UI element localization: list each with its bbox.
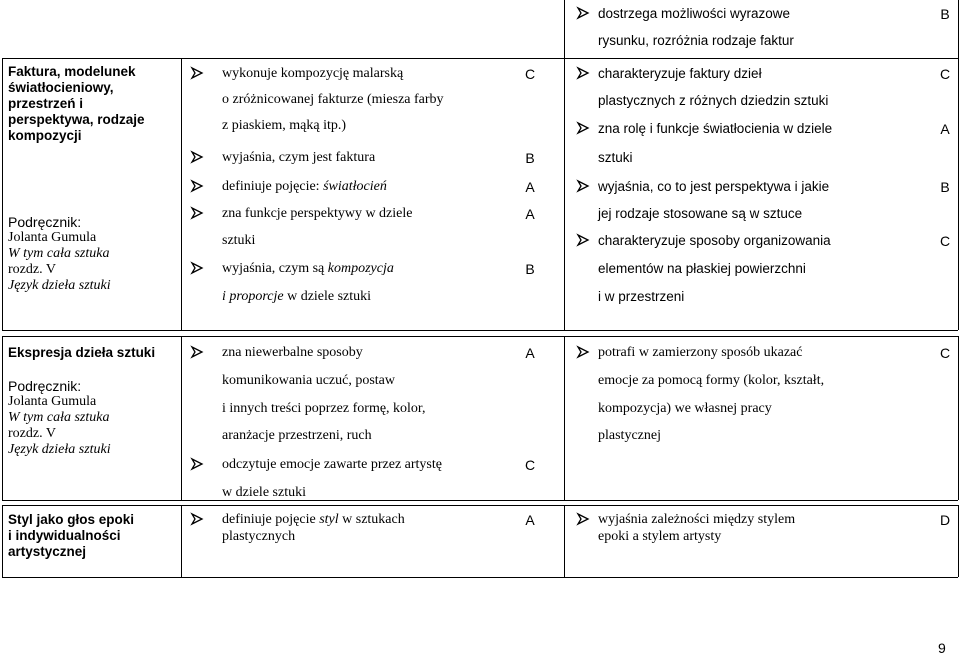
- textbook-title: W tym cała sztuka: [8, 410, 110, 425]
- competency-text: epoki a stylem artysty: [598, 529, 722, 544]
- grade-letter: B: [525, 261, 535, 277]
- arrow-bullet-icon: [576, 66, 590, 82]
- textbook-chapter-title: Język dzieła sztuki: [8, 278, 111, 293]
- term-emphasis: styl: [319, 512, 339, 527]
- grade-letter: C: [939, 66, 951, 82]
- topic-line: i indywidualności: [8, 528, 121, 543]
- textbook-chapter-title: Język dzieła sztuki: [8, 442, 111, 457]
- topic-line: perspektywa, rodzaje: [8, 112, 145, 127]
- arrow-bullet-icon: [190, 261, 204, 277]
- text-part: wyjaśnia, czym są: [222, 261, 328, 276]
- table-border: [958, 0, 959, 58]
- term-emphasis: i proporcje: [222, 289, 284, 304]
- term-emphasis: światłocień: [323, 179, 387, 194]
- grade-letter: B: [940, 179, 950, 195]
- arrow-bullet-icon: [190, 66, 204, 82]
- table-border: [958, 336, 959, 500]
- topic-cell: [8, 512, 134, 560]
- arrow-bullet-icon: [576, 121, 590, 137]
- competency-text: i innych treści poprzez formę, kolor,: [222, 401, 426, 416]
- arrow-bullet-icon: [190, 206, 204, 222]
- competency-text: [222, 179, 387, 195]
- table-border: [2, 500, 958, 501]
- competency-text: [222, 261, 394, 277]
- competency-text: emocje za pomocą formy (kolor, kształt,: [598, 373, 825, 388]
- grade-letter: B: [525, 150, 535, 166]
- topic-cell: Ekspresja dzieła sztuki: [8, 345, 156, 360]
- competency-text: elementów na płaskiej powierzchni: [598, 261, 806, 276]
- arrow-bullet-icon: [190, 345, 204, 361]
- competency-text: wyjaśnia, czym jest faktura: [222, 150, 376, 165]
- competency-text: w dziele sztuki: [222, 485, 306, 500]
- grade-letter: B: [940, 6, 950, 22]
- arrow-bullet-icon: [576, 233, 590, 249]
- competency-text: plastycznych: [222, 529, 296, 544]
- competency-text: plastycznych z różnych dziedzin sztuki: [598, 93, 829, 108]
- competency-text: aranżacje przestrzeni, ruch: [222, 428, 372, 443]
- arrow-bullet-icon: [190, 150, 204, 166]
- competency-text: z piaskiem, mąką itp.): [222, 118, 347, 133]
- topic-line: kompozycji: [8, 128, 82, 143]
- grade-letter: A: [525, 345, 535, 361]
- topic-cell: [8, 64, 145, 144]
- table-border: [2, 58, 958, 59]
- grade-letter: A: [940, 121, 950, 137]
- competency-text: dostrzega możliwości wyrazowe: [598, 6, 791, 21]
- textbook-chapter: rozdz. V: [8, 262, 56, 277]
- table-border: [958, 58, 959, 330]
- grade-letter: C: [939, 345, 951, 361]
- table-border: [958, 505, 959, 577]
- text-part: definiuje pojęcie: [222, 512, 320, 527]
- table-border: [564, 505, 565, 577]
- arrow-bullet-icon: [190, 512, 204, 528]
- term-emphasis: kompozycja: [327, 261, 394, 276]
- competency-text: komunikowania uczuć, postaw: [222, 373, 396, 388]
- competency-text: wykonuje kompozycję malarską: [222, 66, 404, 81]
- topic-line: artystycznej: [8, 544, 87, 559]
- textbook-label: Podręcznik:: [8, 214, 82, 230]
- arrow-bullet-icon: [576, 6, 590, 22]
- table-border: [181, 58, 182, 330]
- competency-text: zna rolę i funkcje światłocienia w dziele: [598, 121, 833, 136]
- table-border: [2, 577, 958, 578]
- textbook-author: Jolanta Gumula: [8, 394, 97, 409]
- competency-text: wyjaśnia, co to jest perspektywa i jakie: [598, 179, 830, 194]
- competency-text: sztuki: [222, 233, 256, 248]
- table-border: [564, 0, 565, 58]
- arrow-bullet-icon: [190, 179, 204, 195]
- topic-line: Styl jako głos epoki: [8, 512, 135, 527]
- competency-text: [222, 512, 405, 528]
- text-part: w dziele sztuki: [283, 289, 372, 304]
- textbook-label: Podręcznik:: [8, 378, 82, 394]
- competency-text: jej rodzaje stosowane są w sztuce: [598, 206, 803, 221]
- competency-text: sztuki: [598, 150, 633, 165]
- topic-line: przestrzeń i: [8, 96, 84, 111]
- arrow-bullet-icon: [190, 457, 204, 473]
- competency-text: zna niewerbalne sposoby: [222, 345, 363, 360]
- grade-letter: D: [939, 512, 951, 528]
- table-border: [2, 58, 3, 330]
- table-border: [2, 336, 958, 337]
- grade-letter: A: [525, 206, 535, 222]
- table-border: [2, 330, 958, 331]
- competency-text: rysunku, rozróżnia rodzaje faktur: [598, 33, 794, 48]
- competency-text: kompozycja) we własnej pracy: [598, 401, 772, 416]
- table-border: [181, 336, 182, 500]
- table-border: [2, 505, 958, 506]
- competency-text: potrafi w zamierzony sposób ukazać: [598, 345, 803, 360]
- grade-letter: C: [939, 233, 951, 249]
- competency-text: zna funkcje perspektywy w dziele: [222, 206, 413, 221]
- competency-text: o zróżnicowanej fakturze (miesza farby: [222, 92, 444, 107]
- page-number: 9: [938, 640, 946, 656]
- grade-letter: C: [524, 457, 536, 473]
- competency-text: i w przestrzeni: [598, 289, 685, 304]
- textbook-reference: [8, 378, 111, 458]
- arrow-bullet-icon: [576, 512, 590, 528]
- arrow-bullet-icon: [576, 179, 590, 195]
- arrow-bullet-icon: [576, 345, 590, 361]
- table-border: [181, 505, 182, 577]
- textbook-title: W tym cała sztuka: [8, 246, 110, 261]
- table-border: [2, 505, 3, 577]
- text-part: w sztukach: [338, 512, 405, 527]
- table-border: [564, 58, 565, 330]
- competency-text: charakteryzuje faktury dzieł: [598, 66, 762, 81]
- competency-text: [222, 289, 371, 305]
- competency-text: wyjaśnia zależności między stylem: [598, 512, 796, 527]
- competency-text: charakteryzuje sposoby organizowania: [598, 233, 831, 248]
- grade-letter: A: [525, 512, 535, 528]
- grade-letter: A: [525, 179, 535, 195]
- textbook-chapter: rozdz. V: [8, 426, 56, 441]
- topic-line: Faktura, modelunek: [8, 64, 136, 79]
- grade-letter: C: [524, 66, 536, 82]
- textbook-author: Jolanta Gumula: [8, 230, 97, 245]
- text-part: definiuje pojęcie:: [222, 179, 324, 194]
- competency-text: odczytuje emocje zawarte przez artystę: [222, 457, 442, 472]
- competency-text: plastycznej: [598, 428, 661, 443]
- topic-line: światłocieniowy,: [8, 80, 114, 95]
- table-border: [564, 336, 565, 500]
- table-border: [2, 336, 3, 500]
- textbook-reference: [8, 214, 111, 294]
